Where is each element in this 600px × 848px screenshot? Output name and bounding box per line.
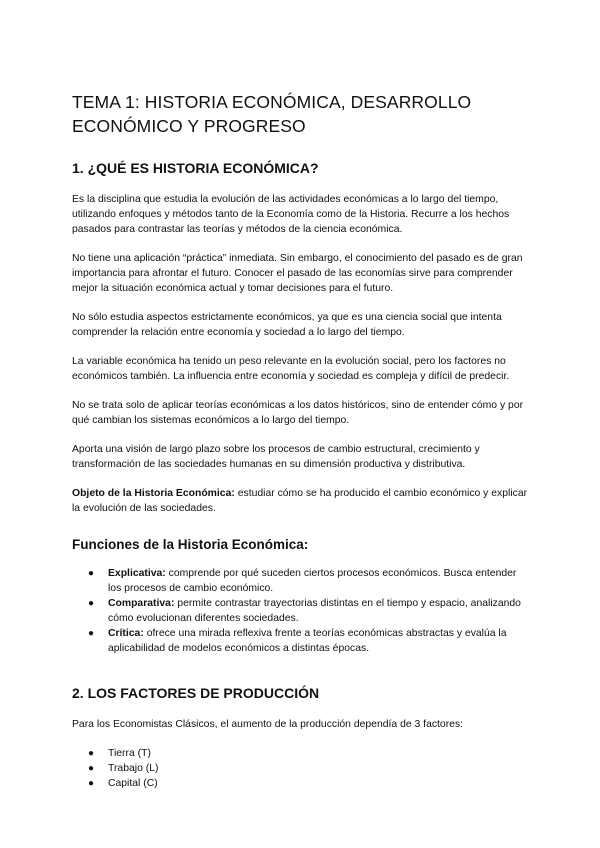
- section-1-heading: 1. ¿QUÉ ES HISTORIA ECONÓMICA?: [72, 160, 319, 176]
- item-text: comprende por qué suceden ciertos procesos económicos. Busca entender los procesos de cambio económico.: [108, 568, 517, 594]
- section-2-heading: 2. LOS FACTORES DE PRODUCCIÓN: [72, 685, 320, 701]
- list-item: [72, 746, 532, 761]
- item-text: permite contrastar trayectorias distintas en el tiempo y espacio, analizando cómo evolucionan diferentes sociedades.: [108, 598, 521, 624]
- objeto-text: estudiar cómo se ha producido el cambio económico y explicar la evolución de las sociedades.: [72, 488, 528, 514]
- paragraph: La variable económica ha tenido un peso relevante en la evolución social, pero los factores no económicos también. La influencia entre economía y sociedad es compleja y difícil de predecir.: [72, 356, 510, 382]
- item-text: Capital (C): [108, 778, 158, 789]
- item-label: Crítica:: [108, 628, 144, 639]
- paragraph: Para los Economistas Clásicos, el aumento de la producción dependía de 3 factores:: [72, 719, 464, 730]
- bullet-icon: ●: [88, 598, 95, 609]
- item-label: Comparativa:: [108, 598, 175, 609]
- list-item: [72, 626, 532, 656]
- paragraph: No tiene una aplicación “práctica” inmediata. Sin embargo, el conocimiento del pasado es de gran importancia para afrontar el futuro. Conocer el pasado de las economías sirve para comprender mejor la situación económica actual y tomar decisiones para el futuro.: [72, 253, 523, 294]
- bullet-icon: ●: [88, 778, 95, 789]
- objeto-paragraph: [72, 486, 532, 516]
- objeto-label: Objeto de la Historia Económica:: [72, 488, 235, 499]
- item-label: Explicativa:: [108, 568, 166, 579]
- bullet-icon: ●: [88, 568, 95, 579]
- list-item: [72, 776, 532, 791]
- title-line-2: ECONÓMICO Y PROGRESO: [72, 116, 306, 136]
- bullet-icon: ●: [88, 628, 95, 639]
- factores-list: [72, 746, 532, 791]
- funciones-list: [72, 566, 532, 656]
- paragraph: No se trata solo de aplicar teorías económicas a los datos históricos, sino de entender cómo y por qué cambian los sistemas económicos a lo largo del tiempo.: [72, 400, 524, 426]
- paragraph: Aporta una visión de largo plazo sobre los procesos de cambio estructural, crecimiento y transformación de las sociedades humanas en su dimensión productiva y distributiva.: [72, 444, 480, 470]
- title-line-1: TEMA 1: HISTORIA ECONÓMICA, DESARROLLO: [72, 92, 472, 112]
- bullet-icon: ●: [88, 763, 95, 774]
- funciones-heading: Funciones de la Historia Económica:: [72, 537, 309, 552]
- list-item: [72, 596, 532, 626]
- section-2: [72, 684, 532, 791]
- item-text: ofrece una mirada reflexiva frente a teorías económicas abstractas y evalúa la aplicabilidad de modelos económicos a distintas épocas.: [108, 628, 507, 654]
- page-title: [72, 90, 532, 138]
- paragraph: No sólo estudia aspectos estrictamente económicos, ya que es una ciencia social que intenta comprender la relación entre economía y sociedad a lo largo del tiempo.: [72, 312, 502, 338]
- document-page: [72, 90, 532, 791]
- list-item: [72, 566, 532, 596]
- item-text: Trabajo (L): [108, 763, 159, 774]
- paragraph: Es la disciplina que estudia la evolución de las actividades económicas a lo largo del tiempo, utilizando enfoques y métodos tanto de la Economía como de la Historia. Recurre a los hechos pasados para contrastar las teorías y métodos de la ciencia económica.: [72, 194, 510, 235]
- bullet-icon: ●: [88, 748, 95, 759]
- item-text: Tierra (T): [108, 748, 151, 759]
- list-item: [72, 761, 532, 776]
